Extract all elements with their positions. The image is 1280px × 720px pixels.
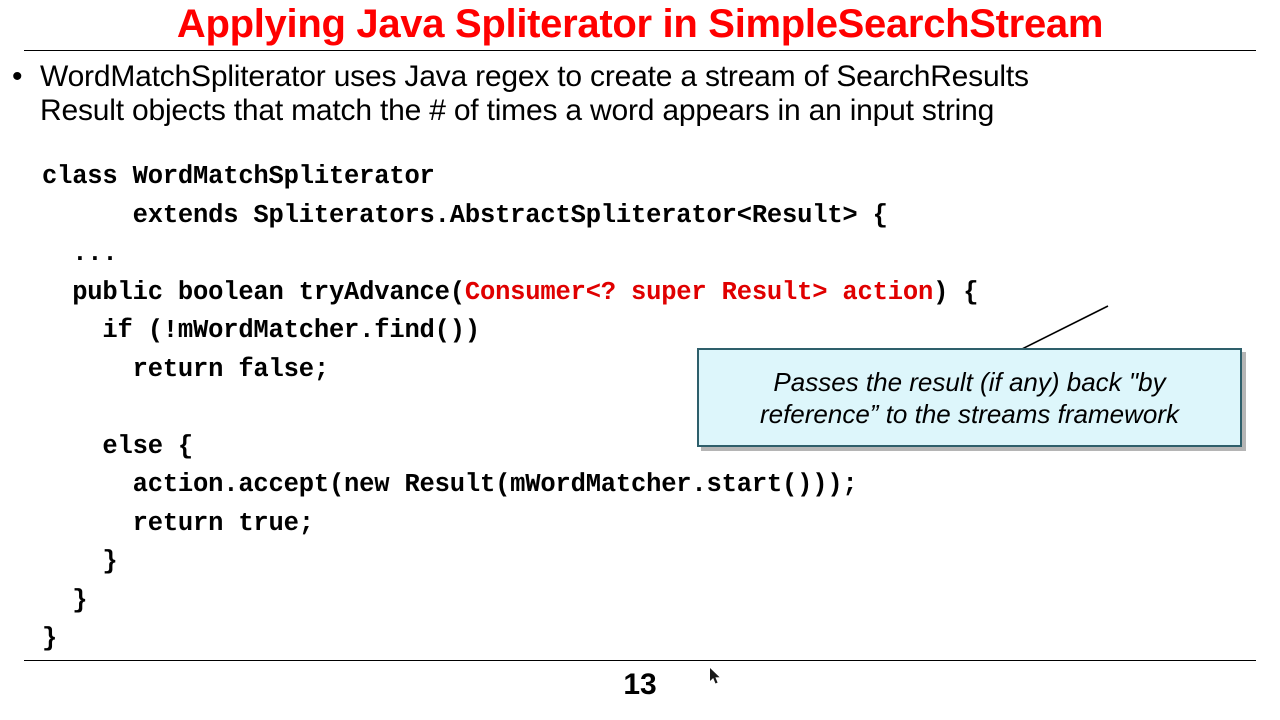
bullet-block <box>12 60 1268 128</box>
code-line-8: else { <box>42 431 194 461</box>
title-divider <box>24 50 1256 51</box>
code-line-10: return true; <box>42 508 314 538</box>
code-line-3: ... <box>42 239 118 268</box>
page-title: Applying Java Spliterator in SimpleSearchStream <box>176 2 1104 46</box>
callout-box <box>697 348 1242 447</box>
code-line-9: action.accept(new Result(mWordMatcher.start())); <box>42 470 858 499</box>
callout-line-2: reference” to the streams framework <box>759 398 1180 429</box>
bullet-text <box>40 60 1029 128</box>
code-highlight-param: Consumer<? super Result> action <box>464 277 934 307</box>
callout-line-1: Passes the result (if any) back "by <box>773 366 1166 397</box>
bullet-line-2: Result objects that match the # of times a word appears in an input string <box>40 94 995 127</box>
code-signature-tail: ) { <box>933 277 979 307</box>
code-line-6: return false; <box>42 354 329 384</box>
code-line-2: extends Spliterators.AbstractSpliterator<Result> { <box>42 200 888 230</box>
code-line-13: } <box>42 624 58 653</box>
code-line-1: class WordMatchSpliterator <box>42 162 435 191</box>
page-number: 13 <box>623 668 657 701</box>
callout-text <box>760 366 1179 430</box>
bullet-line-1: WordMatchSpliterator uses Java regex to create a stream of SearchResults <box>40 60 1029 93</box>
bullet-item <box>12 60 1268 128</box>
code-line-5: if (!mWordMatcher.find()) <box>42 316 480 345</box>
footer-divider <box>24 660 1256 661</box>
code-line-11: } <box>42 547 118 576</box>
code-line-12: } <box>42 585 88 615</box>
code-line-4: public boolean tryAdvance( <box>42 277 465 307</box>
bullet-marker: • <box>12 60 23 93</box>
